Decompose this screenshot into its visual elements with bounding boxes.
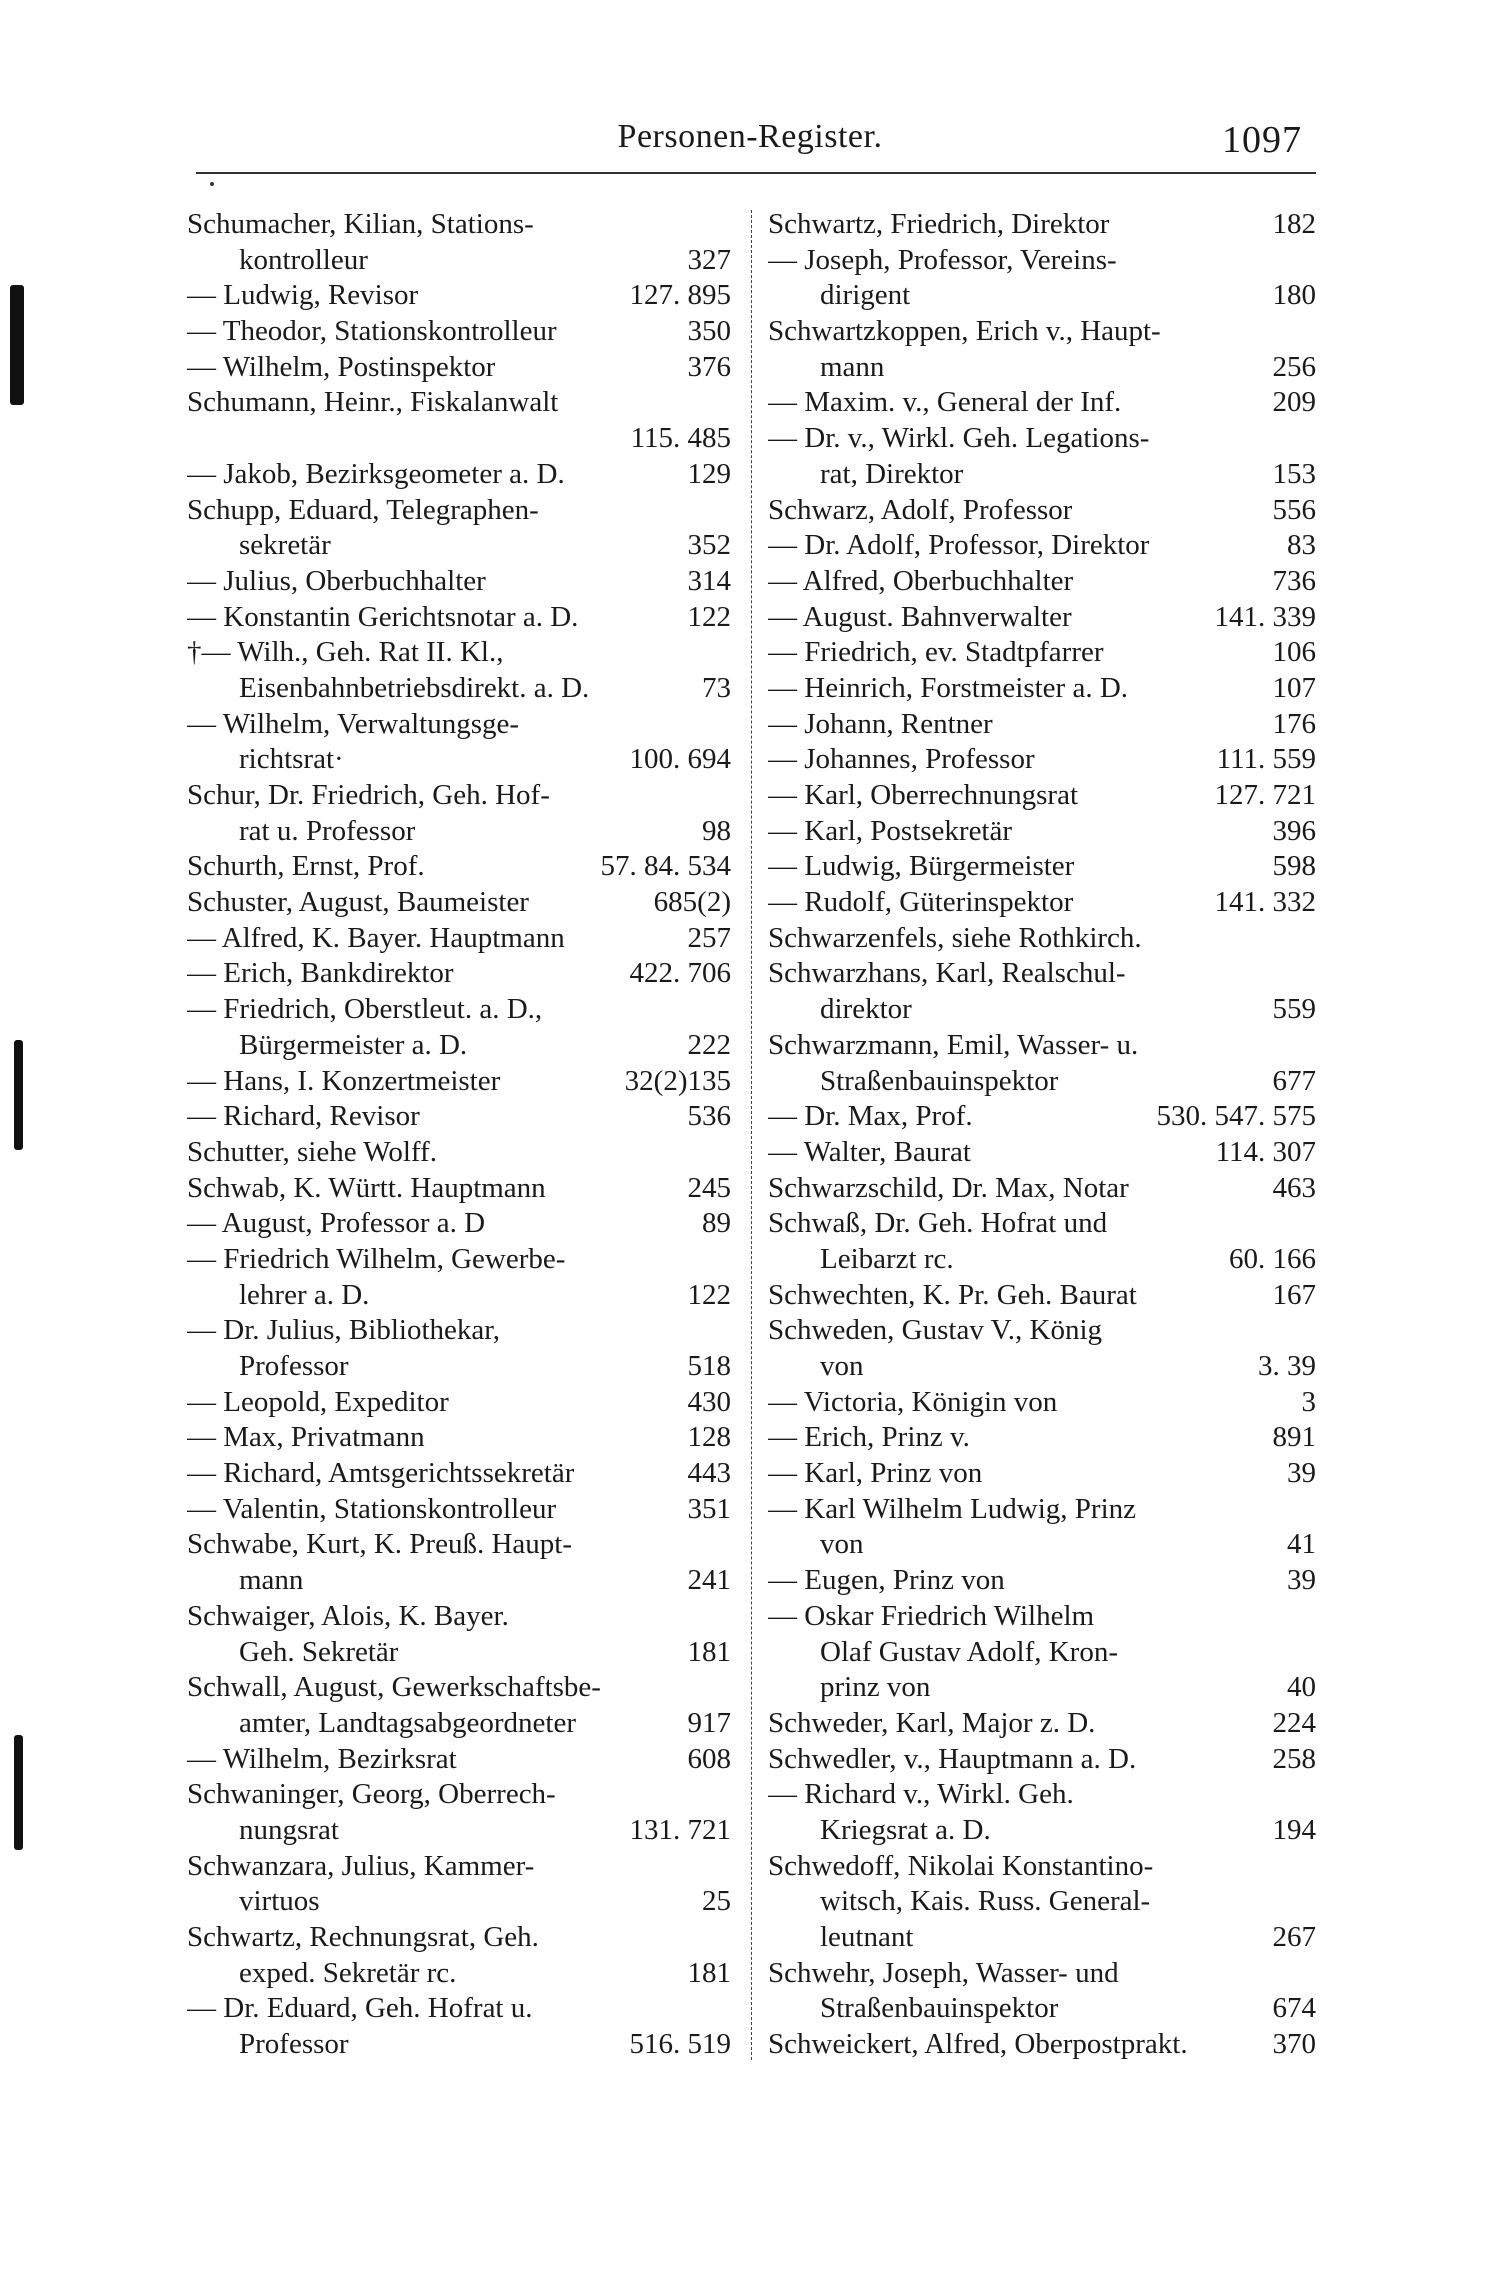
entry-page-refs: 107: [1272, 671, 1316, 704]
entry-page-refs: 891: [1272, 1421, 1316, 1454]
entry-text: Schwechten, K. Pr. Geh. Baurat: [768, 1278, 1137, 1311]
entry-page-refs: 917: [687, 1706, 731, 1739]
entry-text: — Ludwig, Bürgermeister: [768, 850, 1075, 883]
entry-page-refs: 32(2)135: [624, 1064, 731, 1097]
entry-text: Geh. Sekretär: [239, 1635, 399, 1668]
entry-text: — Wilhelm, Verwaltungsge-: [187, 707, 520, 740]
index-entry-line: [187, 207, 731, 243]
entry-text: Schweickert, Alfred, Oberpostprakt.: [768, 2028, 1188, 2061]
index-entry-line: [187, 992, 731, 1028]
entry-page-refs: 257: [687, 921, 731, 954]
running-header-title: Personen-Register.: [617, 118, 883, 155]
entry-text: — Dr. Adolf, Professor, Direktor: [768, 529, 1150, 562]
entry-text: — Johann, Rentner: [768, 707, 993, 740]
index-entry-line: [768, 385, 1316, 421]
index-entry-line: [768, 600, 1316, 636]
entry-text: — Erich, Bankdirektor: [187, 957, 454, 990]
index-entry-line: [768, 493, 1316, 529]
entry-page-refs: 222: [687, 1028, 731, 1061]
index-entry-line: [187, 1492, 731, 1528]
index-entry-line: [768, 956, 1316, 992]
index-entry-line: [187, 849, 731, 885]
column-divider: [751, 210, 752, 2060]
entry-page-refs: 685(2): [653, 886, 731, 919]
scan-speck: [210, 182, 214, 186]
entry-text: — Theodor, Stationskontrolleur: [187, 315, 557, 348]
entry-page-refs: 736: [1272, 564, 1316, 597]
entry-page-refs: 127. 721: [1214, 779, 1316, 811]
index-entry-line: [768, 207, 1316, 243]
entry-text: Schwarzmann, Emil, Wasser- u.: [768, 1028, 1139, 1061]
index-entry-line: [187, 1349, 731, 1385]
index-entry-line: [187, 1635, 731, 1671]
entry-page-refs: 122: [687, 1278, 731, 1311]
entry-text: exped. Sekretär rc.: [239, 1956, 457, 1989]
entry-page-refs: 422. 706: [629, 957, 731, 990]
entry-page-refs: 209: [1272, 386, 1316, 419]
entry-page-refs: 463: [1272, 1171, 1316, 1204]
entry-text: dirigent: [820, 279, 911, 312]
entry-text: — Rudolf, Güterinspektor: [768, 886, 1074, 919]
index-entry-line: [187, 1991, 731, 2027]
index-entry-line: [768, 1206, 1316, 1242]
scan-mark: [10, 285, 24, 405]
entry-page-refs: 57. 84. 534: [600, 850, 731, 883]
index-entry-line: [187, 1599, 731, 1635]
entry-page-refs: 129: [687, 457, 731, 490]
index-entry-line: [768, 528, 1316, 564]
entry-text: Schwall, August, Gewerkschaftsbe-: [187, 1671, 601, 1704]
index-entry-line: [768, 421, 1316, 457]
index-entry-line: [187, 1849, 731, 1885]
entry-page-refs: 60. 166: [1229, 1242, 1316, 1275]
entry-text: — Friedrich, ev. Stadtpfarrer: [768, 636, 1104, 669]
entry-page-refs: 89: [702, 1207, 731, 1240]
entry-page-refs: 370: [1272, 2028, 1316, 2061]
entry-text: — Joseph, Professor, Vereins-: [768, 243, 1117, 276]
entry-text: Leibarzt rc.: [820, 1242, 954, 1275]
entry-page-refs: 536: [687, 1100, 731, 1133]
entry-text: — Jakob, Bezirksgeometer a. D.: [187, 457, 565, 490]
entry-text: mann: [239, 1564, 304, 1597]
entry-page-refs: 40: [1287, 1671, 1316, 1704]
entry-page-refs: 556: [1272, 493, 1316, 526]
index-entry-line: [768, 243, 1316, 279]
index-entry-line: [187, 1313, 731, 1349]
entry-text: Schwarzschild, Dr. Max, Notar: [768, 1171, 1129, 1204]
index-entry-line: [187, 1456, 731, 1492]
entry-page-refs: 674: [1272, 1992, 1316, 2025]
entry-page-refs: 443: [687, 1457, 731, 1490]
index-entry-line: [187, 457, 731, 493]
entry-text: — Maxim. v., General der Inf.: [768, 386, 1122, 419]
index-entry-line: [768, 1492, 1316, 1528]
entry-text: Straßenbauinspektor: [820, 1992, 1059, 2025]
entry-text: lehrer a. D.: [239, 1278, 370, 1311]
index-entry-line: [768, 1171, 1316, 1207]
index-entry-line: [187, 778, 731, 814]
index-entry-line: [768, 1742, 1316, 1778]
entry-text: Schwab, K. Württ. Hauptmann: [187, 1171, 546, 1204]
index-column-right: [768, 207, 1316, 2063]
entry-text: — Dr. Max, Prof.: [768, 1100, 973, 1133]
index-entry-line: [187, 1171, 731, 1207]
entry-page-refs: 73: [702, 671, 731, 704]
entry-page-refs: 167: [1272, 1278, 1316, 1311]
page-number: 1097: [1222, 119, 1302, 161]
entry-text: Eisenbahnbetriebsdirekt. a. D.: [239, 671, 590, 704]
entry-text: Bürgermeister a. D.: [239, 1028, 468, 1061]
index-entry-line: [187, 1706, 731, 1742]
index-entry-line: [768, 1028, 1316, 1064]
entry-page-refs: 516. 519: [629, 2028, 731, 2061]
entry-page-refs: 518: [687, 1350, 731, 1382]
entry-text: — Friedrich Wilhelm, Gewerbe-: [187, 1242, 566, 1275]
entry-page-refs: 39: [1287, 1457, 1316, 1490]
entry-text: — Richard, Revisor: [187, 1100, 420, 1133]
index-entry-line: [768, 457, 1316, 493]
index-entry-line: [187, 671, 731, 707]
entry-text: amter, Landtagsabgeordneter: [239, 1706, 577, 1739]
entry-text: — Friedrich, Oberstleut. a. D.,: [187, 993, 543, 1026]
index-entry-line: [187, 921, 731, 957]
entry-text: Schwartz, Rechnungsrat, Geh.: [187, 1921, 539, 1953]
entry-page-refs: 41: [1287, 1528, 1316, 1561]
index-entry-line: [768, 564, 1316, 600]
entry-text: — Karl Wilhelm Ludwig, Prinz: [768, 1492, 1136, 1525]
entry-page-refs: 352: [687, 529, 731, 562]
entry-text: Straßenbauinspektor: [820, 1064, 1059, 1097]
scan-mark: [14, 1735, 23, 1850]
entry-text: Schwarzenfels, siehe Rothkirch.: [768, 921, 1142, 954]
index-entry-line: [768, 2027, 1316, 2063]
entry-page-refs: 267: [1272, 1921, 1316, 1953]
index-entry-line: [187, 1278, 731, 1314]
index-entry-line: [187, 278, 731, 314]
entry-page-refs: 180: [1272, 279, 1316, 312]
index-entry-line: [768, 921, 1316, 957]
entry-text: Schuster, August, Baumeister: [187, 886, 529, 919]
entry-text: direktor: [820, 993, 912, 1026]
entry-text: Schwaß, Dr. Geh. Hofrat und: [768, 1207, 1108, 1240]
entry-text: †— Wilh., Geh. Rat II. Kl.,: [187, 636, 504, 669]
scan-mark: [14, 1040, 23, 1150]
entry-page-refs: 182: [1272, 208, 1316, 240]
entry-text: sekretär: [239, 529, 331, 562]
entry-text: Schupp, Eduard, Telegraphen-: [187, 493, 539, 526]
index-entry-line: [187, 1135, 731, 1171]
entry-text: — Karl, Oberrechnungsrat: [768, 779, 1079, 811]
entry-text: Schumacher, Kilian, Stations-: [187, 208, 534, 240]
entry-text: — Alfred, Oberbuchhalter: [768, 564, 1074, 597]
entry-text: — Wilhelm, Bezirksrat: [187, 1742, 457, 1775]
entry-page-refs: 25: [702, 1885, 731, 1918]
entry-text: nungsrat: [239, 1813, 339, 1846]
entry-page-refs: 350: [687, 315, 731, 348]
index-entry-line: [187, 742, 731, 778]
index-entry-line: [768, 1849, 1316, 1885]
entry-page-refs: 258: [1272, 1742, 1316, 1775]
index-entry-line: [768, 1099, 1316, 1135]
entry-page-refs: 598: [1272, 850, 1316, 883]
entry-text: — Richard, Amtsgerichtssekretär: [187, 1457, 575, 1490]
index-entry-line: [187, 243, 731, 279]
entry-page-refs: 111. 559: [1216, 743, 1316, 776]
index-entry-line: [187, 1099, 731, 1135]
index-entry-line: [187, 528, 731, 564]
entry-page-refs: 376: [687, 350, 731, 383]
entry-text: Schwaninger, Georg, Oberrech-: [187, 1778, 556, 1811]
entry-page-refs: 114. 307: [1215, 1135, 1316, 1168]
entry-text: — Dr. Eduard, Geh. Hofrat u.: [187, 1992, 533, 2025]
index-entry-line: [768, 1385, 1316, 1421]
entry-text: Schweder, Karl, Major z. D.: [768, 1706, 1096, 1739]
header-rule: [196, 172, 1316, 174]
entry-page-refs: 396: [1272, 814, 1316, 847]
entry-page-refs: 224: [1272, 1706, 1316, 1739]
entry-text: Schwehr, Joseph, Wasser- und: [768, 1956, 1119, 1989]
entry-text: Kriegsrat a. D.: [820, 1813, 991, 1846]
entry-text: von: [820, 1350, 864, 1382]
index-entry-line: [768, 1635, 1316, 1671]
index-entry-line: [187, 1527, 731, 1563]
index-entry-line: [768, 1278, 1316, 1314]
index-entry-line: [187, 1206, 731, 1242]
entry-text: — Leopold, Expeditor: [187, 1385, 449, 1418]
entry-text: rat, Direktor: [820, 457, 964, 490]
index-entry-line: [768, 1563, 1316, 1599]
entry-text: Schwanzara, Julius, Kammer-: [187, 1849, 535, 1882]
index-entry-line: [768, 1135, 1316, 1171]
entry-page-refs: 245: [687, 1171, 731, 1204]
index-entry-line: [187, 350, 731, 386]
entry-page-refs: 314: [687, 564, 731, 597]
entry-text: Schurth, Ernst, Prof.: [187, 850, 425, 883]
index-entry-line: [768, 849, 1316, 885]
entry-text: virtuos: [239, 1885, 320, 1918]
entry-text: mann: [820, 350, 885, 383]
entry-page-refs: 241: [687, 1564, 731, 1597]
index-entry-line: [187, 1920, 731, 1956]
entry-text: — Eugen, Prinz von: [768, 1564, 1005, 1597]
entry-text: — Hans, I. Konzertmeister: [187, 1064, 501, 1097]
entry-text: witsch, Kais. Russ. General-: [820, 1885, 1151, 1918]
index-entry-line: [187, 1385, 731, 1421]
index-entry-line: [187, 1813, 731, 1849]
index-entry-line: [187, 314, 731, 350]
entry-text: Schwarz, Adolf, Professor: [768, 493, 1073, 526]
entry-page-refs: 194: [1272, 1813, 1316, 1846]
entry-text: Schwaiger, Alois, K. Bayer.: [187, 1599, 509, 1632]
entry-text: — Alfred, K. Bayer. Hauptmann: [187, 921, 565, 954]
entry-text: — Victoria, Königin von: [768, 1385, 1058, 1418]
index-entry-line: [768, 1527, 1316, 1563]
entry-page-refs: 131. 721: [629, 1813, 731, 1846]
entry-page-refs: 141. 339: [1214, 600, 1316, 633]
index-entry-line: [187, 600, 731, 636]
entry-page-refs: 559: [1272, 993, 1316, 1026]
index-entry-line: [187, 956, 731, 992]
entry-text: — Oskar Friedrich Wilhelm: [768, 1599, 1095, 1632]
index-entry-line: [187, 493, 731, 529]
entry-text: Schwartz, Friedrich, Direktor: [768, 208, 1110, 240]
entry-page-refs: 530. 547. 575: [1156, 1100, 1316, 1133]
index-entry-line: [768, 742, 1316, 778]
index-entry-line: [768, 671, 1316, 707]
index-entry-line: [768, 814, 1316, 850]
index-entry-line: [768, 1884, 1316, 1920]
entry-text: — Dr. Julius, Bibliothekar,: [187, 1314, 500, 1347]
entry-text: — Dr. v., Wirkl. Geh. Legations-: [768, 422, 1150, 455]
index-entry-line: [187, 1742, 731, 1778]
entry-page-refs: 3. 39: [1258, 1350, 1316, 1382]
entry-page-refs: 122: [687, 600, 731, 633]
index-entry-line: [187, 564, 731, 600]
entry-page-refs: 3: [1301, 1385, 1316, 1418]
entry-page-refs: 677: [1272, 1064, 1316, 1097]
index-entry-line: [187, 1064, 731, 1100]
index-entry-line: [187, 1777, 731, 1813]
index-entry-line: [768, 1956, 1316, 1992]
entry-text: richtsrat·: [239, 743, 344, 776]
entry-text: — Wilhelm, Postinspektor: [187, 350, 496, 383]
entry-text: — Julius, Oberbuchhalter: [187, 564, 486, 597]
index-entry-line: [187, 707, 731, 743]
entry-page-refs: 141. 332: [1214, 886, 1316, 919]
entry-text: Schumann, Heinr., Fiskalanwalt: [187, 386, 559, 419]
entry-text: kontrolleur: [239, 243, 368, 276]
index-entry-line: [187, 1242, 731, 1278]
index-entry-line: [768, 1420, 1316, 1456]
index-entry-line: [768, 885, 1316, 921]
entry-text: Schutter, siehe Wolff.: [187, 1135, 437, 1168]
entry-text: Schwedoff, Nikolai Konstantino-: [768, 1849, 1154, 1882]
entry-text: prinz von: [820, 1671, 931, 1704]
index-entry-line: [768, 992, 1316, 1028]
index-column-left: [187, 207, 731, 2063]
index-entry-line: [187, 1884, 731, 1920]
index-entry-line: [768, 707, 1316, 743]
entry-text: Schweden, Gustav V., König: [768, 1314, 1103, 1347]
index-entry-line: [768, 1456, 1316, 1492]
entry-text: — Valentin, Stationskontrolleur: [187, 1492, 557, 1525]
index-entry-line: [187, 2027, 731, 2063]
index-entry-line: [768, 314, 1316, 350]
index-entry-line: [187, 1563, 731, 1599]
index-entry-line: [187, 635, 731, 671]
entry-page-refs: 39: [1287, 1564, 1316, 1597]
entry-page-refs: 327: [687, 243, 731, 276]
index-entry-line: [768, 1777, 1316, 1813]
index-entry-line: [187, 421, 731, 457]
entry-page-refs: 256: [1272, 350, 1316, 383]
entry-text: — Konstantin Gerichtsnotar a. D.: [187, 600, 579, 633]
index-entry-line: [187, 814, 731, 850]
entry-text: von: [820, 1528, 864, 1561]
entry-page-refs: 181: [687, 1635, 731, 1668]
entry-text: Schwabe, Kurt, K. Preuß. Haupt-: [187, 1528, 572, 1561]
index-entry-line: [187, 1028, 731, 1064]
entry-text: Schwartzkoppen, Erich v., Haupt-: [768, 315, 1161, 348]
entry-text: — August, Professor a. D: [187, 1207, 486, 1240]
index-entry-line: [187, 385, 731, 421]
entry-text: — Karl, Prinz von: [768, 1457, 983, 1490]
entry-page-refs: 83: [1287, 529, 1316, 562]
entry-text: Schwedler, v., Hauptmann a. D.: [768, 1742, 1137, 1775]
index-entry-line: [768, 778, 1316, 814]
entry-text: Professor: [239, 2028, 349, 2061]
entry-text: rat u. Professor: [239, 814, 416, 847]
index-entry-line: [768, 635, 1316, 671]
entry-page-refs: 98: [702, 814, 731, 847]
entry-text: — August. Bahnverwalter: [768, 600, 1072, 633]
entry-page-refs: 430: [687, 1385, 731, 1418]
index-entry-line: [768, 1349, 1316, 1385]
index-entry-line: [768, 1991, 1316, 2027]
entry-text: Schwarzhans, Karl, Realschul-: [768, 957, 1126, 990]
index-entry-line: [187, 1420, 731, 1456]
entry-text: Professor: [239, 1350, 349, 1382]
index-entry-line: [187, 1670, 731, 1706]
index-entry-line: [768, 1242, 1316, 1278]
index-entry-line: [768, 1670, 1316, 1706]
entry-page-refs: 100. 694: [629, 743, 731, 776]
entry-page-refs: 106: [1272, 636, 1316, 669]
entry-text: — Karl, Postsekretär: [768, 814, 1013, 847]
entry-page-refs: 608: [687, 1742, 731, 1775]
index-entry-line: [187, 885, 731, 921]
entry-page-refs: 115. 485: [630, 422, 731, 455]
entry-text: — Johannes, Professor: [768, 743, 1035, 776]
index-entry-line: [768, 1599, 1316, 1635]
entry-text: — Ludwig, Revisor: [187, 279, 419, 312]
index-entry-line: [187, 1956, 731, 1992]
index-entry-line: [768, 1706, 1316, 1742]
entry-page-refs: 153: [1272, 457, 1316, 490]
entry-page-refs: 127. 895: [629, 279, 731, 312]
index-entry-line: [768, 1920, 1316, 1956]
entry-page-refs: 181: [687, 1956, 731, 1989]
entry-text: Olaf Gustav Adolf, Kron-: [820, 1635, 1119, 1668]
entry-text: — Erich, Prinz v.: [768, 1421, 970, 1454]
entry-text: — Walter, Baurat: [768, 1135, 971, 1168]
entry-page-refs: 128: [687, 1421, 731, 1454]
entry-page-refs: 176: [1272, 707, 1316, 740]
index-entry-line: [768, 1064, 1316, 1100]
index-entry-line: [768, 1313, 1316, 1349]
entry-text: — Max, Privatmann: [187, 1421, 425, 1454]
entry-text: Schur, Dr. Friedrich, Geh. Hof-: [187, 779, 550, 811]
entry-page-refs: 351: [687, 1492, 731, 1525]
entry-text: leutnant: [820, 1921, 914, 1953]
entry-text: — Heinrich, Forstmeister a. D.: [768, 671, 1129, 704]
index-entry-line: [768, 1813, 1316, 1849]
index-entry-line: [768, 350, 1316, 386]
index-entry-line: [768, 278, 1316, 314]
entry-text: — Richard v., Wirkl. Geh.: [768, 1778, 1074, 1811]
